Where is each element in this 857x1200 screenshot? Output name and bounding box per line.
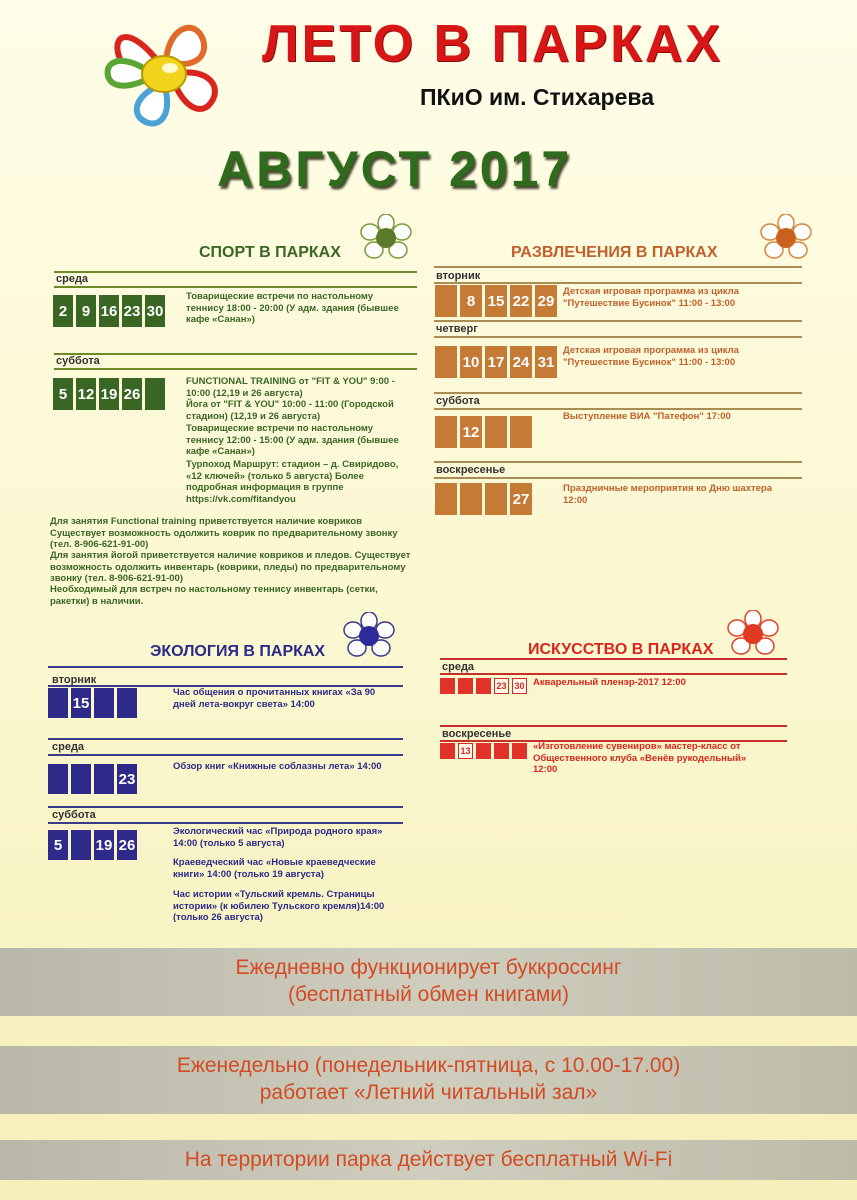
divider (434, 282, 802, 284)
park-name: ПКиО им. Стихарева (420, 84, 654, 110)
date-cell: 5 (48, 830, 68, 860)
date-cells (48, 764, 137, 794)
date-cells (435, 416, 532, 448)
date-cell (94, 764, 114, 794)
date-cell: 15 (71, 688, 91, 718)
date-cell (458, 678, 473, 694)
day-label-tuesday: вторник (52, 674, 97, 686)
ecology-section-title: ЭКОЛОГИЯ В ПАРКАХ (150, 643, 326, 660)
event-text: Обзор книг «Книжные соблазны лета» 14:00 (173, 761, 382, 772)
bookcrossing-banner (0, 948, 857, 1016)
event-text: Выступление ВИА "Патефон" 17:00 (563, 411, 731, 422)
date-cell: 23 (122, 295, 142, 327)
date-cell (510, 416, 532, 448)
date-cell: 5 (53, 378, 73, 410)
banner-text: Ежедневно функционирует буккроссинг (235, 956, 622, 979)
date-cell: 12 (460, 416, 482, 448)
date-cell (440, 743, 455, 759)
divider (440, 658, 787, 660)
banner-text: (бесплатный обмен книгами) (287, 983, 570, 1007)
event-text: Товарищеские встречи по настольному теннису 12:00 - 15:00 (У адм. здания (бывшее кафе «Санан») (186, 423, 399, 458)
banner-text: работает «Летний читальный зал» (259, 1081, 598, 1105)
orange-flower-icon (760, 214, 812, 260)
date-cell: 26 (122, 378, 142, 410)
art-section-title: ИСКУССТВО В ПАРКАХ (528, 641, 714, 658)
divider (48, 806, 403, 808)
date-cell: 2 (53, 295, 73, 327)
date-cell (435, 483, 457, 515)
date-cell: 27 (510, 483, 532, 515)
date-cell (435, 416, 457, 448)
date-cell: 13 (458, 743, 473, 759)
event-text: Йога от "FIT & YOU" 10:00 - 11:00 (Городской стадион) (12,19 и 26 августа) (186, 399, 394, 422)
divider (54, 286, 417, 288)
divider (434, 392, 802, 394)
divider (48, 822, 403, 824)
wifi-banner (0, 1140, 857, 1180)
date-cell (435, 285, 457, 317)
date-cell: 19 (99, 378, 119, 410)
divider (434, 266, 802, 268)
divider (434, 336, 802, 338)
divider (48, 738, 403, 740)
date-cell: 30 (145, 295, 165, 327)
day-label-sunday: воскресенье (442, 728, 512, 740)
date-cell: 12 (76, 378, 96, 410)
logo-flower-icon (100, 14, 228, 132)
date-cell (117, 688, 137, 718)
date-cell: 10 (460, 346, 482, 378)
day-label-saturday: суббота (52, 809, 96, 821)
date-cell: 31 (535, 346, 557, 378)
date-cells (435, 483, 532, 515)
divider (434, 320, 802, 322)
note-text: Необходимый для встреч по настольному теннису инвентарь (сетки, ракетки) в наличии. (50, 584, 378, 607)
day-label-wednesday: среда (442, 661, 475, 673)
divider (434, 461, 802, 463)
event-text: «Изготовление сувениров» мастер-класс от Общественного клуба «Венёв рукодельный» 12:00 (533, 741, 747, 776)
event-text: FUNCTIONAL TRAINING от "FIT & YOU" 9:00 - 10:00 (12,19 и 26 августа) (186, 376, 395, 399)
event-text: Час общения о прочитанных книгах «За 90 дней лета-вокруг света» 14:00 (173, 687, 376, 710)
day-label-sunday: воскресенье (436, 464, 506, 476)
date-cell (476, 743, 491, 759)
red-flower-icon (727, 610, 779, 656)
date-cell: 24 (510, 346, 532, 378)
date-cell: 22 (510, 285, 532, 317)
date-cell (494, 743, 509, 759)
date-cell (145, 378, 165, 410)
blue-flower-icon (343, 612, 395, 658)
green-flower-icon (360, 214, 412, 260)
date-cell (485, 483, 507, 515)
divider (440, 725, 787, 727)
date-cell (71, 830, 91, 860)
event-text: Акварельный пленэр-2017 12:00 (533, 677, 686, 688)
date-cells (435, 285, 557, 317)
divider (434, 477, 802, 479)
date-cell (476, 678, 491, 694)
date-cell (440, 678, 455, 694)
reading-room-banner (0, 1046, 857, 1114)
event-text: Детская игровая программа из цикла "Путешествие Бусинок" 11:00 - 13:00 (563, 345, 739, 368)
date-cell: 9 (76, 295, 96, 327)
date-cell (71, 764, 91, 794)
note-text: Для занятия йогой приветствуется наличие ковриков и пледов. Существует возможность одолжить инвентарь (коврики, пледы) по предварительному звонку (тел. 8-906-621-91-00) (50, 550, 411, 585)
event-text: Праздничные мероприятия ко Дню шахтера 12:00 (563, 483, 773, 506)
event-text: Товарищеские встречи по настольному теннису 18:00 - 20:00 (У адм. здания (бывшее кафе «Санан») (186, 291, 399, 326)
date-cell: 29 (535, 285, 557, 317)
date-cells (53, 295, 165, 327)
date-cell (94, 688, 114, 718)
date-cells (440, 678, 527, 694)
event-text: Турпоход Маршрут: стадион – д. Свиридово, «12 ключей» (только 5 августа) Более подробная информация в группе https://vk.com/fitandyou (186, 459, 399, 505)
divider (54, 353, 417, 355)
event-text: Экологический час «Природа родного края» 14:00 (только 5 августа) (173, 826, 383, 849)
date-cell: 26 (117, 830, 137, 860)
divider (434, 408, 802, 410)
event-text: Краеведческий час «Новые краеведческие книги» 14:00 (только 19 августа) (173, 857, 376, 880)
date-cell: 8 (460, 285, 482, 317)
day-label-thursday: четверг (436, 323, 478, 335)
date-cell (485, 416, 507, 448)
date-cell: 15 (485, 285, 507, 317)
date-cell (512, 743, 527, 759)
event-text: Детская игровая программа из цикла "Путешествие Бусинок" 11:00 - 13:00 (563, 286, 739, 309)
date-cell: 19 (94, 830, 114, 860)
event-text: Час истории «Тульский кремль. Страницы истории» (к юбилею Тульского кремля)14:00 (только 26 августа) (173, 889, 385, 924)
date-cells (440, 743, 527, 759)
date-cell (460, 483, 482, 515)
divider (440, 673, 787, 675)
divider (48, 754, 403, 756)
divider (48, 666, 403, 668)
date-cell: 30 (512, 678, 527, 694)
date-cells (435, 346, 557, 378)
date-cell: 23 (494, 678, 509, 694)
note-text: Для занятия Functional training приветствуется наличие ковриков Существует возможность одолжить коврик по предварительному звонку (тел. 8-906-621-91-00) (50, 516, 398, 551)
date-cell: 16 (99, 295, 119, 327)
date-cells (48, 830, 137, 860)
date-cell (435, 346, 457, 378)
day-label-tuesday: вторник (436, 270, 481, 282)
day-label-saturday: суббота (56, 355, 100, 367)
day-label-wednesday: среда (56, 273, 89, 285)
sport-section-title: СПОРТ В ПАРКАХ (199, 244, 341, 261)
day-label-saturday: суббота (436, 395, 480, 407)
divider (54, 271, 417, 273)
banner-text: На территории парка действует бесплатный Wi-Fi (184, 1148, 673, 1171)
date-cell (48, 764, 68, 794)
month-heading: АВГУСТ 2017 (217, 141, 573, 197)
date-cell: 23 (117, 764, 137, 794)
date-cell: 17 (485, 346, 507, 378)
date-cells (48, 688, 137, 718)
date-cell (48, 688, 68, 718)
day-label-wednesday: среда (52, 741, 85, 753)
page-title: ЛЕТО В ПАРКАХ (262, 15, 724, 73)
banner-text: Еженедельно (понедельник-пятница, с 10.00-17.00) (176, 1054, 681, 1077)
divider (54, 368, 417, 370)
entertainment-section-title: РАЗВЛЕЧЕНИЯ В ПАРКАХ (511, 244, 718, 261)
date-cells (53, 378, 165, 410)
